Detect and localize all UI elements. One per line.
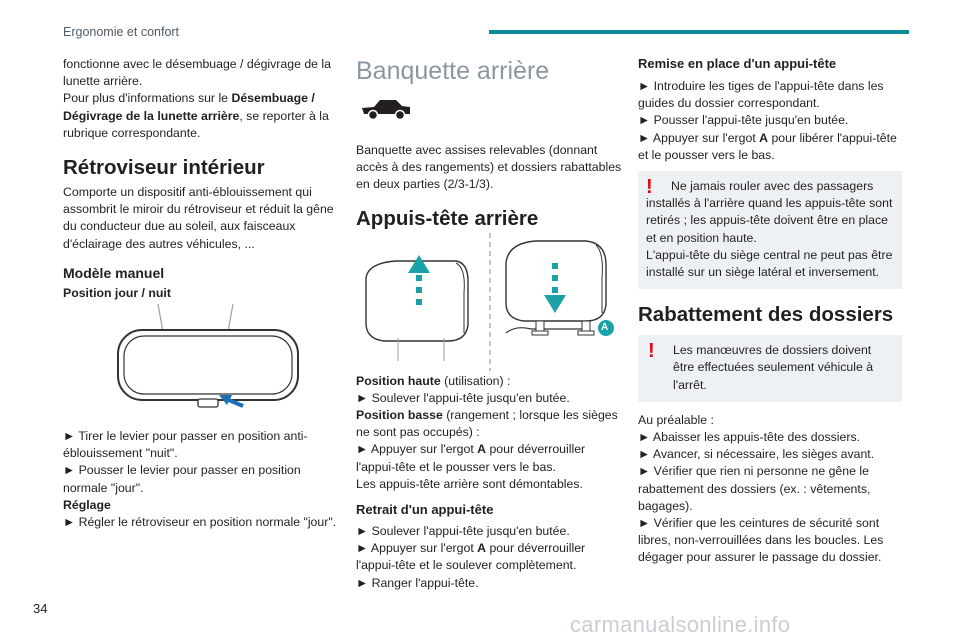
heading-headrest-refit: Remise en place d'un appui-tête (638, 56, 837, 71)
column-left (63, 56, 340, 531)
prereq-step-2: ► Avancer, si nécessaire, les sièges avant. (638, 447, 875, 462)
refit-step-1: ► Introduire les tiges de l'appui-tête dans les guides du dossier correspondant. (638, 79, 884, 111)
step-night: ► Tirer le levier pour passer en position anti-éblouissement "nuit". (63, 429, 308, 461)
section-title: Ergonomie et confort (63, 25, 180, 39)
prereq-step-4: ► Vérifier que les ceintures de sécurité sont libres, non-verrouillées dans les boucles. Les dégager pour assurer le passage du dossier. (638, 516, 884, 565)
position-low: Position basse (rangement ; lorsque les sièges ne sont pas occupés) : (356, 408, 618, 440)
heading-manual-model: Modèle manuel (63, 264, 165, 281)
exclamation-icon: ! (648, 340, 655, 363)
column-middle (356, 56, 622, 592)
intro-reference: Pour plus d'informations sur le Désembuage / Dégivrage de la lunette arrière, se reporter à la rubrique correspondante. (63, 91, 329, 140)
column-right (638, 56, 902, 567)
removal-step-1: ► Soulever l'appui-tête jusqu'en butée. (356, 524, 570, 539)
warning-headrests-line1: Ne jamais rouler avec des passagers installés à l'arrière quand les appuis-tête sont retirés ; les appuis-tête doivent être en place et en position haute. (646, 179, 893, 245)
refit-step-2: ► Pousser l'appui-tête jusqu'en butée. (638, 113, 849, 128)
warning-folding-text: Les manœuvres de dossiers doivent être effectuées seulement véhicule à l'arrêt. (673, 343, 874, 392)
step-adjust: ► Régler le rétroviseur en position normale "jour". (63, 515, 337, 530)
headrest-illustration (356, 233, 622, 373)
prereq-step-1: ► Abaisser les appuis-tête des dossiers. (638, 430, 861, 445)
heading-rear-headrests: Appuis-tête arrière (356, 206, 539, 230)
header-accent-bar (489, 30, 909, 34)
step-day: ► Pousser le levier pour passer en position normale "jour". (63, 463, 301, 495)
removal-step-2: ► Appuyer sur l'ergot A pour déverrouiller l'appui-tête et le soulever complètement. (356, 541, 586, 573)
warning-box-folding (638, 335, 902, 402)
heading-backrest-folding: Rabattement des dossiers (638, 303, 894, 327)
removable-note: Les appuis-tête arrière sont démontables. (356, 476, 583, 491)
headrest-diagram (356, 233, 622, 373)
rear-view-mirror-icon (63, 302, 340, 422)
watermark: carmanualsonline.info (570, 612, 791, 637)
subheading-adjustment: Réglage (63, 497, 111, 512)
removal-step-3: ► Ranger l'appui-tête. (356, 575, 479, 590)
exclamation-icon: ! (646, 176, 653, 199)
warning-headrests-line2: L'appui-tête du siège central ne peut pas être installé sur un siège latéral et inversement. (646, 247, 893, 280)
heading-rear-bench: Banquette arrière (356, 57, 550, 85)
prereq-step-3: ► Vérifier que rien ni personne ne gêne le rabattement des dossiers (ex. : vêtements, bagages). (638, 464, 871, 513)
subheading-day-night: Position jour / nuit (63, 285, 171, 300)
heading-interior-mirror: Rétroviseur intérieur (63, 156, 265, 180)
callout-label-a: A (601, 321, 609, 333)
refit-step-3: ► Appuyer sur l'ergot A pour libérer l'appui-tête et le pousser vers le bas. (638, 130, 897, 162)
page-number: 34 (33, 601, 48, 616)
position-high-step: ► Soulever l'appui-tête jusqu'en butée. (356, 390, 570, 405)
position-high: Position haute (utilisation) : (356, 373, 511, 388)
sedan-car-icon (356, 94, 416, 124)
position-low-step: ► Appuyer sur l'ergot A pour déverrouiller l'appui-tête et le pousser vers le bas. (356, 442, 586, 474)
sedan-illustration (356, 94, 622, 130)
bench-description: Banquette avec assises relevables (donnant accès à des rangements) et dossiers rabattables en deux parties (2/3-1/3). (356, 143, 622, 192)
warning-box-headrests (638, 171, 902, 289)
mirror-description: Comporte un dispositif anti-éblouissement qui assombrit le miroir du rétroviseur et réduit la gêne du conducteur due au soleil, aux faisceaux d'éclairage des autres véhicules, ... (63, 185, 334, 251)
heading-headrest-removal: Retrait d'un appui-tête (356, 502, 494, 518)
mirror-illustration (63, 302, 340, 422)
prerequisite-label: Au préalable : (638, 412, 714, 427)
intro-text: fonctionne avec le désembuage / dégivrage de la lunette arrière. (63, 57, 331, 89)
